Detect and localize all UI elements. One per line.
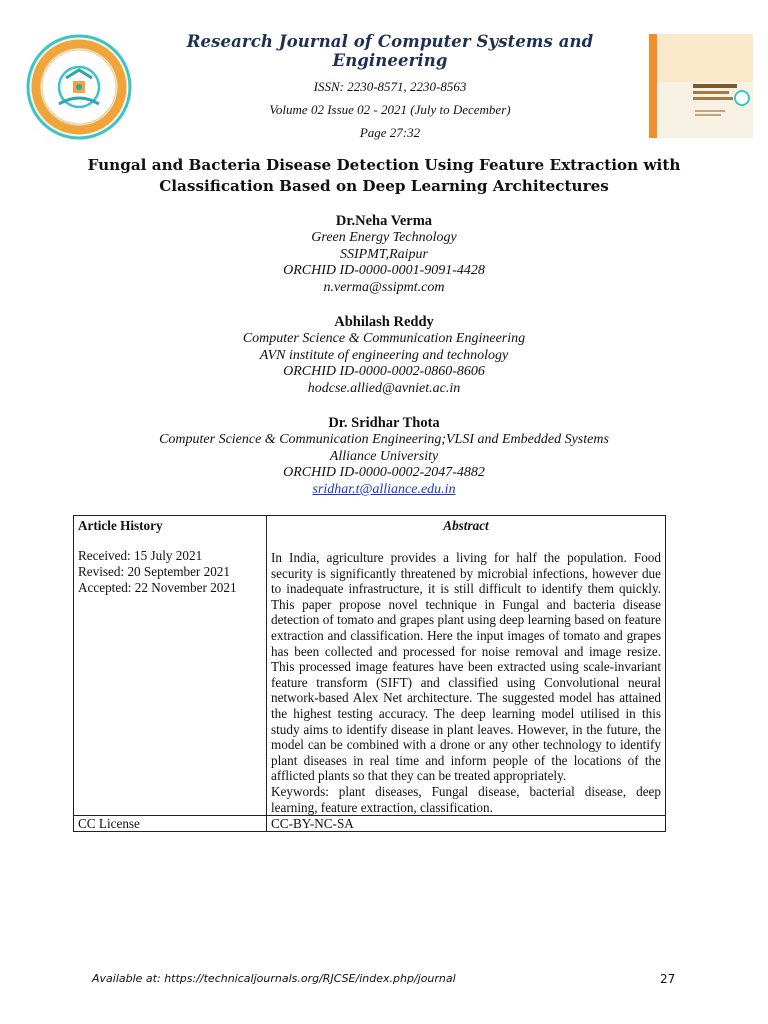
article-history-heading: Article History [78,518,163,533]
author-block-1 [60,212,708,297]
journal-cover-thumbnail [649,34,753,138]
accepted-date: Accepted: 22 November 2021 [78,580,237,595]
author-name: Dr.Neha Verma [335,213,433,229]
author-name: Abhilash Reddy [334,314,434,330]
journal-volume: Volume 02 Issue 02 - 2021 (July to December) [269,102,511,117]
journal-issn: ISSN: 2230-8571, 2230-8563 [313,79,467,94]
table-row [74,516,666,816]
author-orcid: ORCHID ID-0000-0002-0860-8606 [283,364,485,380]
author-block-3 [60,414,708,499]
author-institution: AVN institute of engineering and technology [259,347,509,363]
license-label: CC License [74,816,267,832]
received-date: Received: 15 July 2021 [78,548,203,563]
author-name: Dr. Sridhar Thota [328,415,440,431]
journal-page-range: Page 27:32 [359,125,421,140]
abstract-heading: Abstract [443,518,489,533]
article-history-cell [74,516,267,816]
journal-name: Research Journal of Computer Systems and Engineering [186,32,594,70]
license-value: CC-BY-NC-SA [267,816,666,832]
journal-header [140,32,640,141]
article-title-line-1: Fungal and Bacteria Disease Detection Using Feature Extraction with [87,156,681,174]
revised-date: Revised: 20 September 2021 [78,564,230,579]
keywords-text: Keywords: plant diseases, Fungal disease, bacterial disease, deep learning, feature extraction, classification. [271,783,661,815]
article-info-table [73,515,666,832]
page-number: 27 [660,972,676,986]
author-department: Green Energy Technology [311,230,457,245]
author-institution: SSIPMT,Raipur [339,246,428,262]
footer-available-at: Available at: https://technicaljournals.org/RJCSE/index.php/journal [92,972,456,985]
table-row [74,816,666,832]
article-title-line-2: Classification Based on Deep Learning Architectures [159,177,609,195]
abstract-cell [267,516,666,816]
author-orcid: ORCHID ID-0000-0002-2047-4882 [283,465,485,481]
author-email: n.verma@ssipmt.com [323,280,445,296]
journal-seal-logo [26,34,132,140]
author-email-link[interactable]: sridhar.t@alliance.edu.in [312,482,456,498]
author-orcid: ORCHID ID-0000-0001-9091-4428 [283,263,485,279]
author-department: Computer Science & Communication Engineering [242,331,526,346]
abstract-text: In India, agriculture provides a living for half the population. Food security is significantly threatened by microbial infections, however due to inadequate infrastructure, it is still difficult to identify them quickly. This paper propose novel technique in Fungal and bacteria disease detection of tomato and grapes plant using deep learning based on feature extraction and classification. Here the input images of tomato and grapes has been collected and processed for noise removal and image resize. This processed image features have been extracted using scale-invariant feature transform (SIFT) and classified using Convolutional neural network-based Alex Net architecture. The suggested model has attained the highest testing accuracy. The deep learning model utilised in this study aims to identify disease in plant leaves. However, in the future, the model can be combined with a drone or any other technology to identify plant diseases in real time and inform people of the locations of the afflicted plants so that they can be treated appropriately. [271,550,661,784]
author-block-2 [60,313,708,398]
author-email: hodcse.allied@avniet.ac.in [307,381,461,397]
author-department: Computer Science & Communication Engineering;VLSI and Embedded Systems [159,432,609,447]
article-title [60,155,708,197]
author-institution: Alliance University [329,448,439,464]
